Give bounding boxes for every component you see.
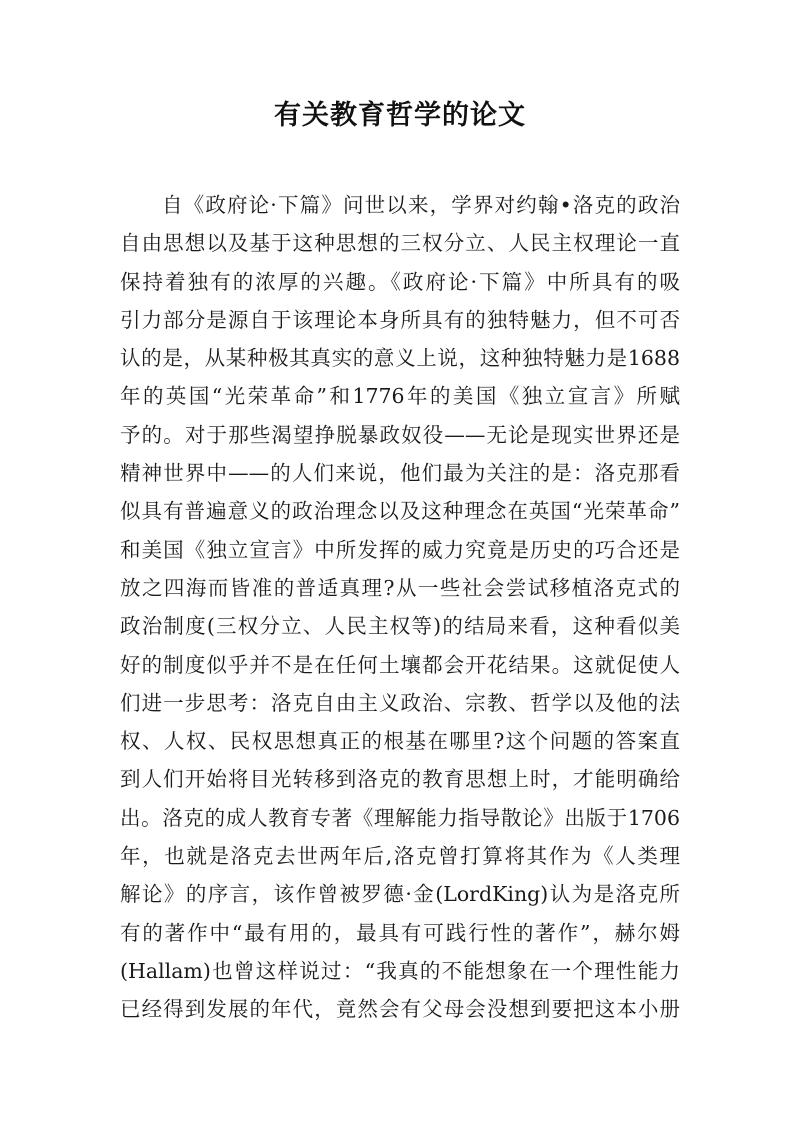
paragraph-line: 年，也就是洛克去世两年后,洛克曾打算将其作为《人类理	[120, 844, 680, 869]
paragraph-line: 自《政府论·下篇》问世以来，学界对约翰•洛克的政治	[162, 193, 680, 217]
page-title: 有关教育哲学的论文	[274, 100, 526, 131]
paragraph-line: 权、人权、民权思想真正的根基在哪里?这个问题的答案直	[120, 729, 680, 754]
paragraph-line: 解论》的序言，该作曾被罗德·金(LordKing)认为是洛克所	[120, 882, 680, 907]
paragraph-line: 放之四海而皆准的普适真理?从一些社会尝试移植洛克式的	[120, 575, 680, 600]
paragraph-line: 政治制度(三权分立、人民主权等)的结局来看，这种看似美	[120, 614, 680, 639]
paragraph-line: 引力部分是源自于该理论本身所具有的独特魅力，但不可否	[120, 307, 680, 332]
paragraph-line: 好的制度似乎并不是在任何土壤都会开花结果。这就促使人	[120, 652, 680, 677]
paragraph-line: 和美国《独立宣言》中所发挥的威力究竟是历史的巧合还是	[120, 537, 680, 562]
paragraph-line: 们进一步思考：洛克自由主义政治、宗教、哲学以及他的法	[120, 690, 680, 715]
body-paragraph	[120, 186, 680, 1029]
paragraph-line: 年的英国“光荣革命”和1776年的美国《独立宣言》所赋	[120, 384, 680, 409]
paragraph-line: 有的著作中“最有用的，最具有可践行性的著作”，赫尔姆	[120, 920, 680, 945]
paragraph-line: 予的。对于那些渴望挣脱暴政奴役——无论是现实世界还是	[120, 422, 680, 447]
paragraph-line: 似具有普遍意义的政治理念以及这种理念在英国“光荣革命”	[120, 499, 680, 524]
paragraph-line: 已经得到发展的年代，竟然会有父母会没想到要把这本小册	[120, 997, 680, 1022]
paragraph-line: 到人们开始将目光转移到洛克的教育思想上时，才能明确给	[120, 767, 680, 792]
paragraph-line: 认的是，从某种极其真实的意义上说，这种独特魅力是1688	[120, 346, 680, 371]
paragraph-line: (Hallam)也曾这样说过：“我真的不能想象在一个理性能力	[120, 958, 680, 983]
paragraph-line: 出。洛克的成人教育专著《理解能力指导散论》出版于1706	[120, 805, 680, 830]
paragraph-line: 保持着独有的浓厚的兴趣。《政府论·下篇》中所具有的吸	[120, 269, 680, 294]
paragraph-line: 精神世界中——的人们来说，他们最为关注的是：洛克那看	[120, 461, 680, 486]
paragraph-line: 自由思想以及基于这种思想的三权分立、人民主权理论一直	[120, 231, 680, 256]
